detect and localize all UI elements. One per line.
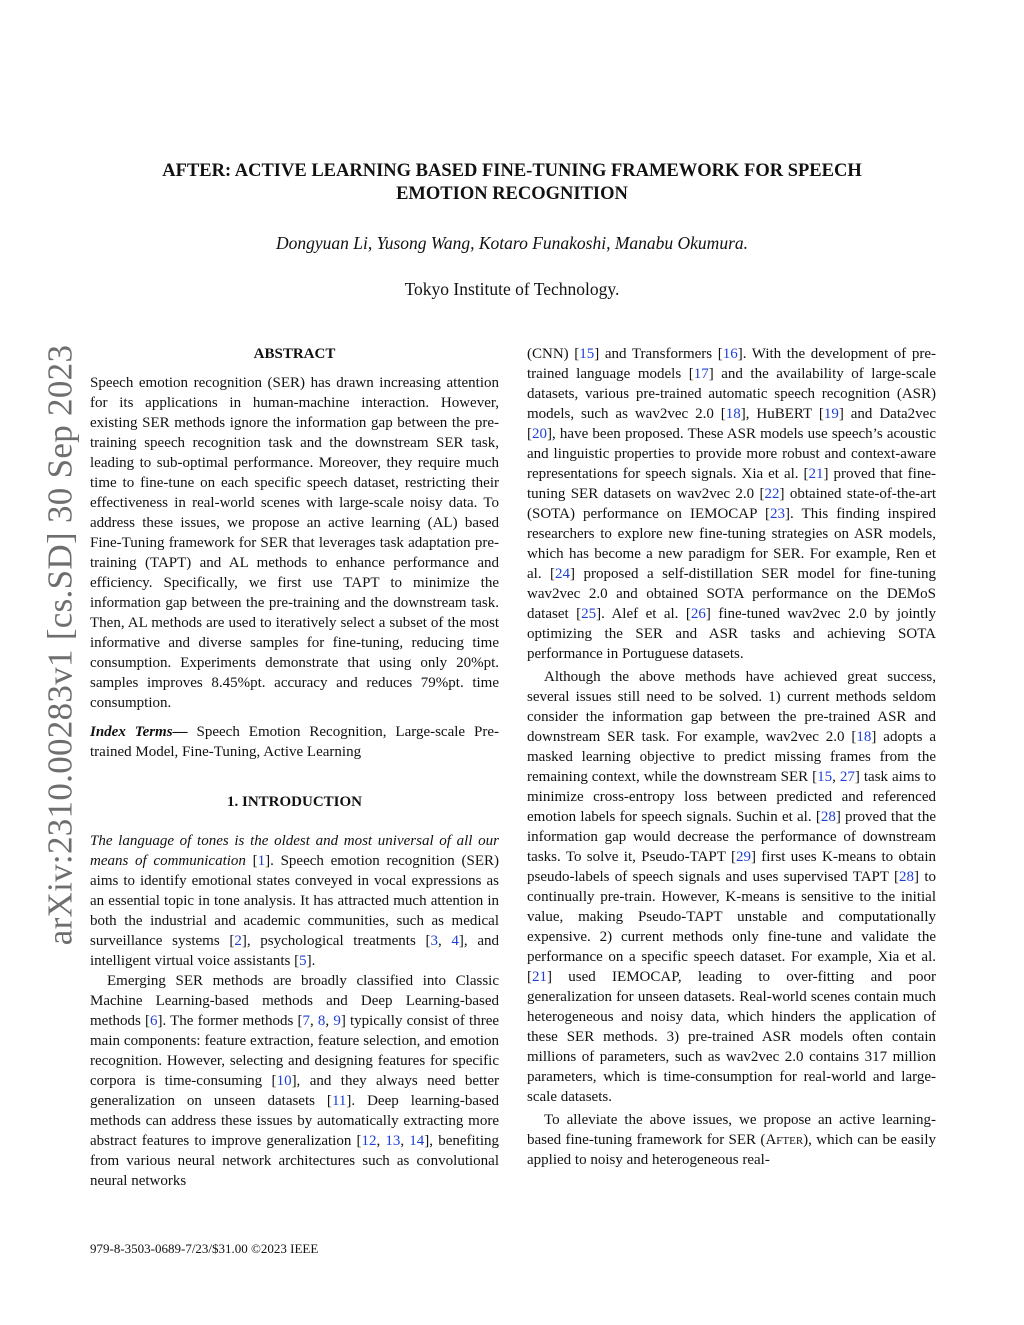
text: ] proposed a self-distillation SER model for fine-tuning wav2vec 2.0 and obtained SOTA performance on the DEMoS dataset [ — [527, 566, 936, 622]
text: , — [325, 1013, 334, 1029]
left-column — [90, 344, 499, 1191]
right-paragraph-2 — [527, 667, 936, 1107]
text: ]. The former methods [ — [157, 1013, 303, 1029]
text: ] fine-tuned wav2vec 2.0 by jointly optimizing the SER and ASR tasks and achieving SOTA performance in Portuguese datasets. — [527, 606, 936, 662]
text: ], HuBERT [ — [740, 406, 824, 422]
intro-paragraph-2 — [90, 971, 499, 1191]
text: ], benefiting from various neural network architectures such as convolutional neural networks — [90, 1133, 500, 1189]
citation-link[interactable]: 13 — [385, 1133, 401, 1149]
text: , — [310, 1013, 318, 1029]
text: ] first uses K-means to obtain pseudo-labels of speech signals and uses supervised TAPT [ — [527, 849, 936, 885]
citation-link[interactable]: 18 — [856, 729, 872, 745]
text: Emerging SER methods are broadly classified into Classic Machine Learning-based methods and Deep Learning-based methods [ — [90, 973, 499, 1029]
citation-link[interactable]: 6 — [149, 1013, 158, 1029]
citation-link[interactable]: 4 — [451, 933, 459, 949]
text: , — [400, 1133, 410, 1149]
right-paragraph-3 — [527, 1110, 936, 1170]
text: ] adopts a masked learning objective to predict missing frames from the remaining context, while the downstream SER [ — [527, 729, 936, 785]
title-line-1: AFTER: ACTIVE LEARNING BASED FINE-TUNING FRAMEWORK FOR SPEECH — [162, 161, 862, 181]
text: ] proved that fine-tuning SER datasets on wav2vec 2.0 [ — [527, 466, 936, 502]
citation-link[interactable]: 15 — [817, 769, 833, 785]
citation-link[interactable]: 1 — [257, 853, 266, 869]
citation-link[interactable]: 28 — [820, 809, 836, 825]
citation-link[interactable]: 17 — [693, 366, 709, 382]
text: ] to continually pre-train. However, K-means is sensitive to the initial value, making Pseudo-TAPT unstable and computationally expensive. 2) current methods only fine-tune and validate the performance on a specific speech dataset. For example, Xia et al. [ — [527, 869, 936, 985]
citation-link[interactable]: 27 — [839, 769, 855, 785]
citation-link[interactable]: 22 — [764, 486, 780, 502]
text: To alleviate the above issues, we propose an active learning-based fine-tuning framework for SER ( — [527, 1112, 936, 1148]
text: ] task aims to minimize cross-entropy loss between predicted and referenced emotion labels for speech signals. Suchin et al. [ — [527, 769, 937, 825]
citation-link[interactable]: 19 — [823, 406, 839, 422]
citation-link[interactable]: 29 — [735, 849, 751, 865]
text: ), which can be easily applied to noisy and heterogeneous real- — [527, 1132, 936, 1168]
arxiv-sidebar-stamp — [30, 344, 90, 946]
copyright-footer: 979-8-3503-0689-7/23/$31.00 ©2023 IEEE — [90, 1241, 319, 1256]
text: , — [376, 1133, 386, 1149]
citation-link[interactable]: 11 — [331, 1093, 347, 1109]
arxiv-id: arXiv:2310.00283v1 [cs.SD] 30 Sep 2023 — [40, 344, 79, 946]
text: ] and Data2vec [ — [527, 406, 936, 442]
right-paragraph-1 — [527, 344, 936, 664]
citation-link[interactable]: 5 — [299, 953, 307, 969]
text: (CNN) [ — [527, 346, 580, 362]
abstract-heading: ABSTRACT — [253, 346, 336, 362]
citation-link[interactable]: 7 — [302, 1013, 310, 1029]
citation-link[interactable]: 24 — [555, 566, 571, 582]
text: ]. Deep learning-based methods can address these issues by automatically extracting more abstract features to improve generalization [ — [90, 1093, 499, 1149]
citation-link[interactable]: 10 — [276, 1073, 292, 1089]
text: ], psychological treatments [ — [241, 933, 431, 949]
citation-link[interactable]: 21 — [532, 969, 547, 985]
index-terms-label: Index Terms— — [90, 724, 188, 740]
intro-paragraph-1 — [90, 831, 499, 971]
citation-link[interactable]: 14 — [409, 1133, 425, 1149]
citation-link[interactable]: 16 — [722, 346, 738, 362]
text: ]. Speech emotion recognition (SER) aims to identify emotional states conveyed in vocal expressions as an essential topic in tone analysis. It has attracted much attention in both the industrial and academic communities, such as medical surveillance systems [ — [90, 853, 499, 949]
citation-link[interactable]: 8 — [317, 1013, 326, 1029]
citation-link[interactable]: 20 — [532, 426, 547, 442]
text: ]. Alef et al. [ — [596, 606, 691, 622]
citation-link[interactable]: 23 — [769, 506, 785, 522]
text: ] typically consist of three main components: feature extraction, feature selection, and emotion recognition. However, selecting and designing features for specific corpora is time-consuming [ — [90, 1013, 500, 1089]
right-column — [527, 344, 936, 1170]
citation-link[interactable]: 3 — [430, 933, 438, 949]
citation-link[interactable]: 26 — [690, 606, 706, 622]
after-acronym: After — [765, 1132, 804, 1148]
citation-link[interactable]: 15 — [579, 346, 595, 362]
text: ] and the availability of large-scale datasets, various pre-trained automatic speech recognition (ASR) models, such as wav2vec 2.0 [ — [527, 366, 936, 422]
citation-link[interactable]: 9 — [333, 1013, 341, 1029]
title-line-2: EMOTION RECOGNITION — [396, 184, 628, 204]
text: ] proved that the information gap would decrease the performance of downstream tasks. To solve it, Pseudo-TAPT [ — [527, 809, 937, 865]
affiliation: Tokyo Institute of Technology. — [404, 279, 620, 299]
citation-link[interactable]: 28 — [899, 869, 915, 885]
authors: Dongyuan Li, Yusong Wang, Kotaro Funakoshi, Manabu Okumura. — [275, 233, 749, 253]
citation-link[interactable]: 21 — [808, 466, 824, 482]
intro-quote: The language of tones is the oldest and most universal of all our means of communication — [90, 833, 499, 869]
text: ]. This finding inspired researchers to explore new fine-tuning strategies on ASR models, which has become a new paradigm for SER. For example, Ren et al. [ — [527, 506, 936, 582]
citation-link[interactable]: 2 — [234, 933, 242, 949]
index-terms — [90, 722, 499, 762]
index-terms-text: Speech Emotion Recognition, Large-scale Pre-trained Model, Fine-Tuning, Active Learning — [90, 724, 500, 760]
text: ]. With the development of pre-trained language models [ — [527, 346, 937, 382]
text: ], have been proposed. These ASR models use speech’s acoustic and linguistic properties to provide more robust and context-aware representations for speech signals. Xia et al. [ — [527, 426, 936, 482]
citation-link[interactable]: 12 — [361, 1133, 377, 1149]
text: Although the above methods have achieved great success, several issues still need to be solved. 1) current methods seldom consider the information gap between the pre-trained ASR and downstream SER task. For example, wav2vec 2.0 [ — [527, 669, 936, 745]
text: ] used IEMOCAP, leading to over-fitting and poor generalization for unseen datasets. Real-world scenes contain much heterogeneous and noisy data, which hinders the application of these SER methods. 3) pre-trained ASR models often contain millions of parameters, such as wav2vec 2.0 contains 317 million parameters, which is time-consumption for real-world and large-scale datasets. — [527, 969, 936, 1105]
citation-link[interactable]: 25 — [581, 606, 597, 622]
paper-title — [120, 160, 904, 206]
citation-link[interactable]: 18 — [725, 406, 741, 422]
text: , — [437, 933, 452, 949]
text: , — [832, 769, 840, 785]
text: ], and intelligent virtual voice assistants [ — [90, 933, 500, 969]
text: ] obtained state-of-the-art (SOTA) performance on IEMOCAP [ — [527, 486, 936, 522]
text: ], and they always need better generalization on unseen datasets [ — [90, 1073, 500, 1109]
text: ] and Transformers [ — [594, 346, 723, 362]
text: ]. — [306, 953, 316, 969]
intro-heading: 1. INTRODUCTION — [226, 794, 362, 810]
abstract-text: Speech emotion recognition (SER) has drawn increasing attention for its applications in human-machine interaction. However, existing SER methods ignore the information gap between the pre-training speech recognition task and the downstream SER task, leading to sub-optimal performance. Moreover, they require much time to fine-tune on each specific speech dataset, restricting their effectiveness in real-world scenes with large-scale noisy data. To address these issues, we propose an active learning (AL) based Fine-Tuning framework for SER that leverages task adaptation pre-training (TAPT) and AL methods to enhance performance and efficiency. Specifically, we first use TAPT to minimize the information gap between the pre-training and the downstream task. Then, AL methods are used to iteratively select a subset of the most informative and diverse samples for fine-tuning, reducing time consumption. Experiments demonstrate that using only 20%pt. samples improves 8.45%pt. accuracy and reduces 79%pt. time consumption. — [90, 375, 499, 711]
text: [ — [245, 853, 258, 869]
